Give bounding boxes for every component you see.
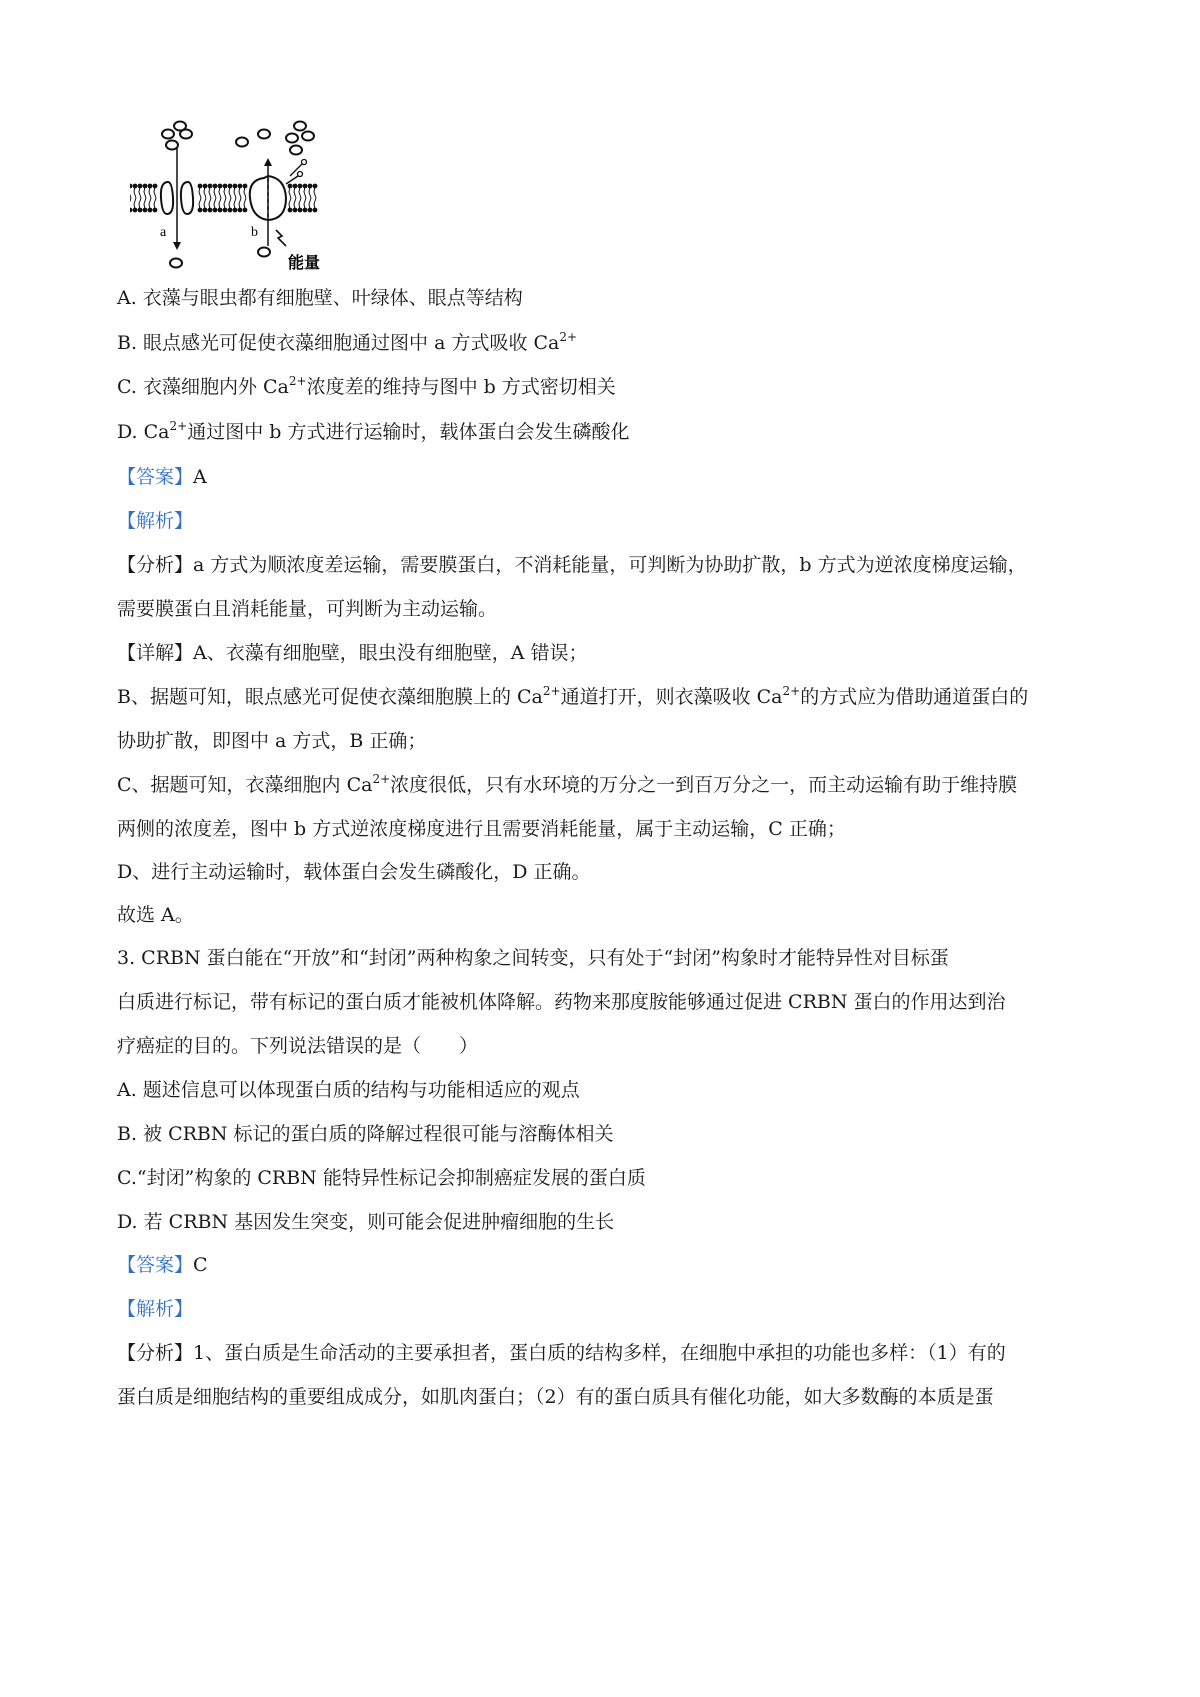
label-energy: 能量 bbox=[288, 253, 321, 272]
q3-answer: 【答案】C bbox=[117, 1254, 208, 1276]
q2-detail-c-line1: C、据题可知，衣藻细胞内 $Ca^{2+}$浓度很低，只有水环境的万分之一到百万分之一，而主动运输有助于维持膜 bbox=[117, 772, 1018, 796]
energy-bolt-icon bbox=[276, 230, 286, 246]
q2-option-b: B. 眼点感光可促使衣藻细胞通过图中 a 方式吸收 $Ca^{2+}$ bbox=[117, 330, 578, 354]
phospholipid-bilayer bbox=[130, 184, 317, 213]
arrow-a bbox=[173, 148, 181, 250]
q2-detail-d-line: D、进行主动运输时，载体蛋白会发生磷酸化，D 正确。 bbox=[117, 861, 591, 883]
q3-jiexi-heading: 【解析】 bbox=[117, 1298, 194, 1320]
q3-stem-line3: 疗癌症的目的。下列说法错误的是（ ） bbox=[117, 1035, 479, 1057]
q3-option-d: D. 若 CRBN 基因发生突变，则可能会促进肿瘤细胞的生长 bbox=[117, 1211, 615, 1233]
q2-conclusion: 故选 A。 bbox=[117, 904, 194, 926]
q3-option-a: A. 题述信息可以体现蛋白质的结构与功能相适应的观点 bbox=[117, 1079, 580, 1101]
q3-analysis-line2: 蛋白质是细胞结构的重要组成成分，如肌肉蛋白；（2）有的蛋白质具有催化功能，如大多数酶的本质是蛋 bbox=[117, 1386, 994, 1408]
q2-option-d: D. $Ca^{2+}$通过图中 b 方式进行运输时，载体蛋白会发生磷酸化 bbox=[117, 419, 630, 443]
q2-detail-line1: 【详解】A、衣藻有细胞壁，眼虫没有细胞壁，A 错误； bbox=[117, 642, 588, 664]
q3-option-c: C.“封闭”构象的 CRBN 能特异性标记会抑制癌症发展的蛋白质 bbox=[117, 1167, 646, 1189]
q2-analysis-line2: 需要膜蛋白且消耗能量，可判断为主动运输。 bbox=[117, 598, 498, 620]
q2-jiexi-heading: 【解析】 bbox=[117, 510, 194, 532]
membrane-transport-diagram bbox=[130, 118, 370, 293]
label-a: a bbox=[160, 225, 167, 240]
q2-analysis-line1: 【分析】a 方式为顺浓度差运输，需要膜蛋白，不消耗能量，可判断为协助扩散，b 方式为逆浓度梯度运输， bbox=[117, 554, 1027, 576]
q3-stem-line1: 3. CRBN 蛋白能在“开放”和“封闭”两种构象之间转变，只有处于“封闭”构象时才能特异性对目标蛋 bbox=[117, 947, 949, 969]
q2-answer: 【答案】A bbox=[117, 466, 207, 488]
label-b: b bbox=[251, 225, 258, 240]
q2-option-c: C. 衣藻细胞内外 $Ca^{2+}$浓度差的维持与图中 b 方式密切相关 bbox=[117, 374, 616, 398]
q2-detail-b-line2: 协助扩散，即图中 a 方式，B 正确； bbox=[117, 730, 427, 752]
q2-detail-b-line1: B、据题可知，眼点感光可促使衣藻细胞膜上的 $Ca^{2+}$通道打开，则衣藻吸收 $Ca^{2+}$的方式应为借助通道蛋白的 bbox=[117, 684, 1029, 708]
q2-detail-c-line2: 两侧的浓度差，图中 b 方式逆浓度梯度进行且需要消耗能量，属于主动运输，C 正确； bbox=[117, 818, 846, 840]
q3-option-b: B. 被 CRBN 标记的蛋白质的降解过程很可能与溶酶体相关 bbox=[117, 1123, 614, 1145]
q3-analysis-line1: 【分析】1、蛋白质是生命活动的主要承担者，蛋白质的结构多样，在细胞中承担的功能也多样：（1）有的 bbox=[117, 1342, 1006, 1364]
q2-option-a: A. 衣藻与眼虫都有细胞壁、叶绿体、眼点等结构 bbox=[117, 287, 523, 309]
q3-stem-line2: 白质进行标记，带有标记的蛋白质才能被机体降解。药物来那度胺能够通过促进 CRBN 蛋白的作用达到治 bbox=[117, 991, 1006, 1013]
